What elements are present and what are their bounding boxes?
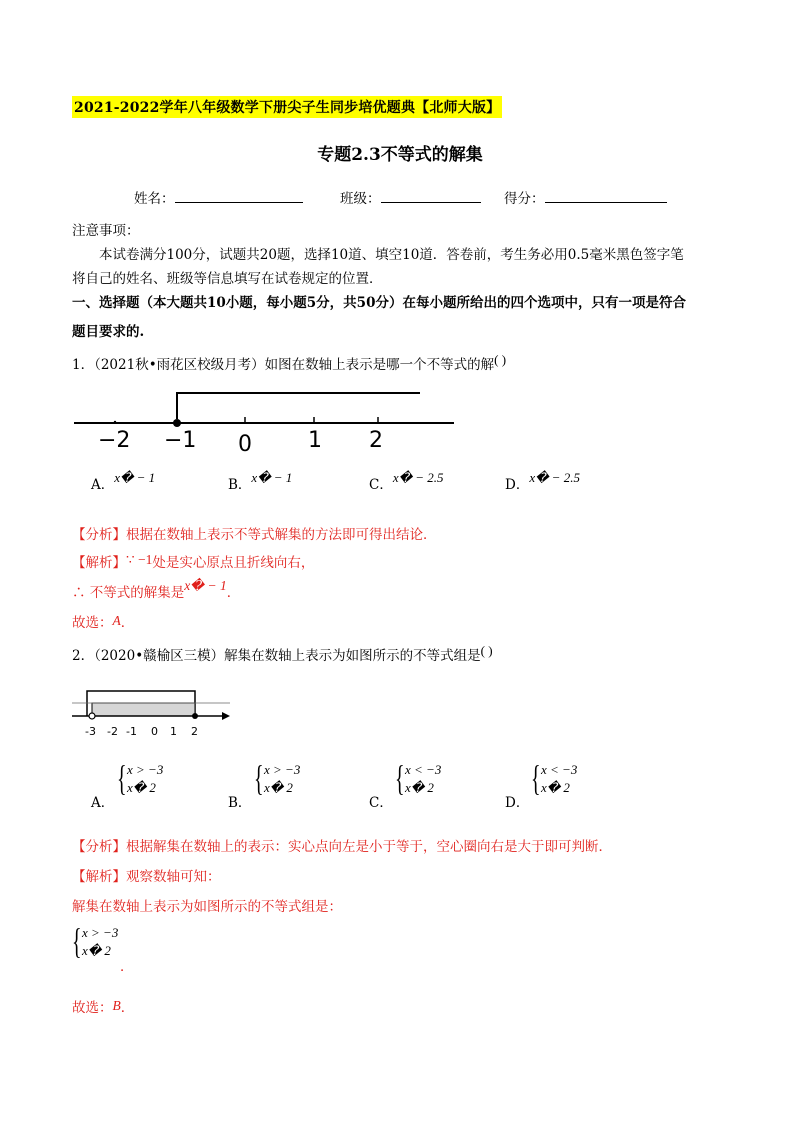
q1-stem [72, 353, 506, 373]
q1-solution-tag: 【解析】 [72, 555, 126, 571]
q2-option-d[interactable]: D． [505, 795, 530, 811]
q2-answer-value: B [112, 998, 121, 1013]
q1-answer-label: 故选： [72, 615, 113, 631]
q2-axis-arrow [222, 712, 230, 720]
name-field [134, 187, 303, 207]
q2-option-b[interactable]: B． [228, 795, 252, 811]
q1-stem-text: 1．（2021秋•雨花区校级月考）如图在数轴上表示是哪一个不等式的解 [72, 357, 495, 373]
notes-line-2: 将自己的姓名、班级等信息填写在试卷规定的位置． [72, 271, 383, 287]
q2-tick-label: 2 [191, 725, 198, 738]
q2-solution-tag: 【解析】 [72, 869, 126, 885]
page-title: 专题2.3不等式的解集 [317, 145, 483, 165]
notes-line-1: 本试卷满分100分，试题共20题，选择10道、填空10道．答卷前，考生务必用0.5毫米黑色签字笔 [99, 247, 684, 263]
score-field [504, 187, 667, 207]
section-1-line-1: 一、选择题（本大题共10小题，每小题5分，共50分）在每小题所给出的四个选项中，只有一项是符合 [72, 295, 686, 311]
q1-tick-label: −1 [164, 428, 197, 453]
notes-heading: 注意事项： [72, 223, 140, 239]
q1-analysis [72, 523, 437, 543]
q1-answer-paren: ( ) [494, 352, 507, 367]
q1-option-b[interactable]: B．x� − 1 [228, 470, 293, 493]
q2-solution-text: 观察数轴可知： [126, 869, 221, 885]
header-banner: 2021-2022学年八年级数学下册尖子生同步培优题典【北师大版】 [72, 96, 502, 118]
q1-tick-mark [114, 421, 116, 423]
q2-analysis [72, 835, 612, 855]
q2-solid-dot [192, 713, 198, 719]
q2-shaded-region [92, 703, 195, 716]
class-label: 班级： [340, 191, 381, 207]
q1-number-line [70, 385, 460, 455]
q2-answer: 故选：B． [72, 998, 135, 1016]
q1-analysis-tag: 【分析】 [72, 527, 126, 543]
section-1-line-2: 题目要求的. [72, 324, 145, 340]
q1-solution-polyline [177, 393, 420, 419]
q2-number-line [70, 682, 235, 740]
q1-solution-text: 处是实心原点且折线向右， [152, 555, 315, 571]
q1-answer: 故选：A． [72, 613, 135, 631]
q2-answer-label: 故选： [72, 1000, 113, 1016]
name-label: 姓名： [134, 191, 175, 207]
q2-solution-system-end: ． [120, 959, 134, 975]
q1-tick-label: 2 [369, 428, 383, 453]
score-label: 得分： [504, 191, 545, 207]
q2-solution-line-2: 解集在数轴上表示为如图所示的不等式组是： [72, 899, 342, 915]
q1-conclusion: ∴ 不等式的解集是x� − 1． [72, 578, 241, 601]
name-blank[interactable] [175, 190, 303, 203]
q1-tick-label: 1 [308, 428, 322, 453]
q1-conclusion-text: ∴ 不等式的解集是 [72, 585, 185, 601]
q2-tick-label: 0 [151, 725, 158, 738]
q1-option-d[interactable]: D．x� − 2.5 [505, 470, 580, 493]
q2-tick-label: -2 [107, 725, 118, 738]
q1-tick-label: 0 [238, 432, 252, 455]
q2-hollow-dot [89, 713, 95, 719]
q2-tick-label: -1 [126, 725, 137, 738]
q1-tick-label: −2 [98, 428, 131, 453]
q2-stem [72, 644, 493, 664]
class-blank[interactable] [381, 190, 481, 203]
q1-solid-dot [173, 419, 181, 427]
class-field [340, 187, 481, 207]
q2-analysis-tag: 【分析】 [72, 839, 126, 855]
q2-stem-text: 2．（2020•赣榆区三模）解集在数轴上表示为如图所示的不等式组是 [72, 648, 481, 664]
q2-answer-paren: ( ) [480, 643, 493, 658]
q1-conclusion-math: x� − 1 [184, 578, 227, 593]
q2-option-a[interactable]: A． [91, 795, 115, 811]
q2-solution [72, 865, 221, 885]
q1-analysis-text: 根据在数轴上表示不等式解集的方法即可得出结论． [126, 527, 437, 543]
q1-option-c[interactable]: C．x� − 2.5 [369, 470, 444, 493]
q1-solution-math: ∵ −1 [126, 552, 153, 567]
q2-tick-label: 1 [170, 725, 177, 738]
score-blank[interactable] [545, 190, 667, 203]
q1-answer-value: A [112, 613, 121, 628]
q2-tick-label: -3 [85, 725, 96, 738]
q2-option-c[interactable]: C． [369, 795, 393, 811]
q1-solution [72, 551, 314, 571]
q1-option-a[interactable]: A．x� − 1 [91, 470, 156, 493]
q2-analysis-text: 根据解集在数轴上的表示：实心点向左是小于等于，空心圈向右是大于即可判断． [126, 839, 612, 855]
